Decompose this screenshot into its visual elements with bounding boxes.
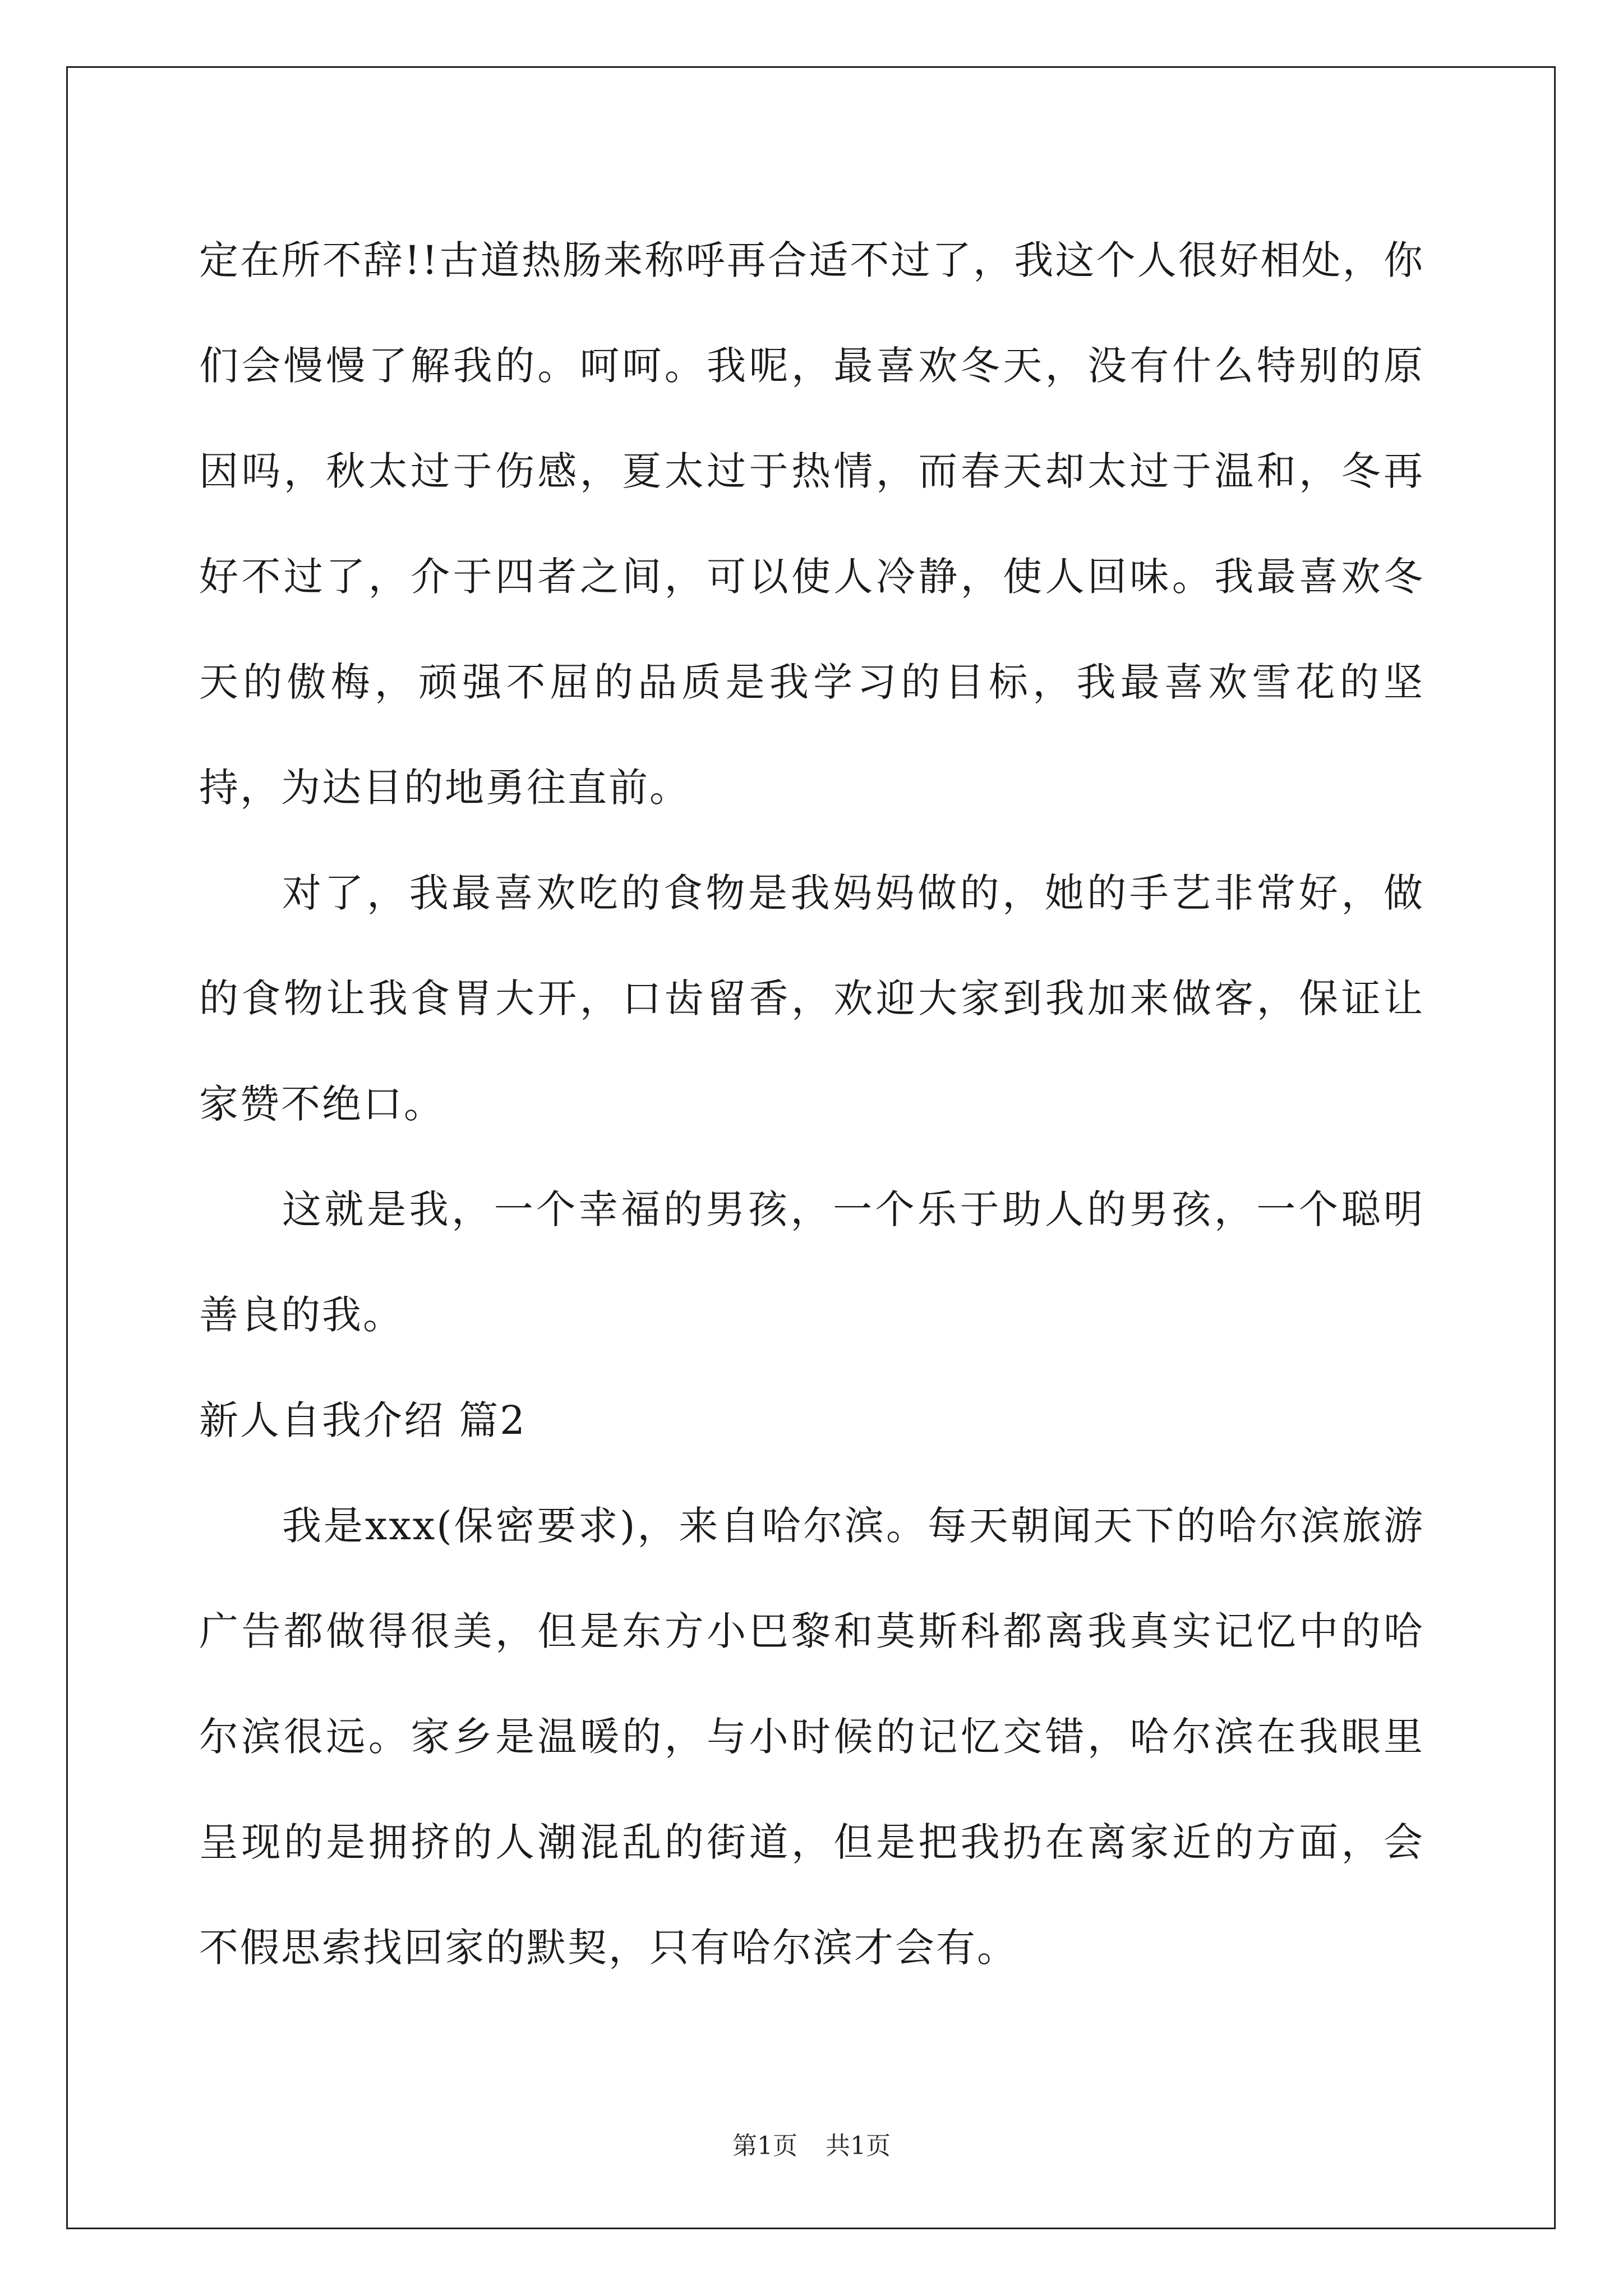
document-body xyxy=(199,208,1424,2000)
page-total: 共1页 xyxy=(826,2132,891,2160)
paragraph-4: 我是xxx(保密要求)，来自哈尔滨。每天朝闻天下的哈尔滨旅游广告都做得很美，但是东方小巴黎和莫斯科都离我真实记忆中的哈尔滨很远。家乡是温暖的，与小时候的记忆交错，哈尔滨在我眼里呈现的是拥挤的人潮混乱的街道，但是把我扔在离家近的方面，会不假思索找回家的默契，只有哈尔滨才会有。 xyxy=(199,1503,1424,1971)
page-footer xyxy=(0,2129,1623,2163)
page-number: 第1页 xyxy=(732,2132,797,2160)
paragraph-1: 定在所不辞!!古道热肠来称呼再合适不过了，我这个人很好相处，你们会慢慢了解我的。呵呵。我呢，最喜欢冬天，没有什么特别的原因吗，秋太过于伤感，夏太过于热情，而春天却太过于温和，冬再好不过了，介于四者之间，可以使人冷静，使人回味。我最喜欢冬天的傲梅，顽强不屈的品质是我学习的目标，我最喜欢雪花的坚持，为达目的地勇往直前。 xyxy=(199,237,1424,811)
section-heading: 新人自我介绍 篇2 xyxy=(199,1397,527,1443)
paragraph-3: 这就是我，一个幸福的男孩，一个乐于助人的男孩，一个聪明善良的我。 xyxy=(199,1186,1424,1338)
paragraph-2: 对了，我最喜欢吃的食物是我妈妈做的，她的手艺非常好，做的食物让我食胃大开，口齿留香，欢迎大家到我加来做客，保证让家赞不绝口。 xyxy=(199,870,1424,1127)
